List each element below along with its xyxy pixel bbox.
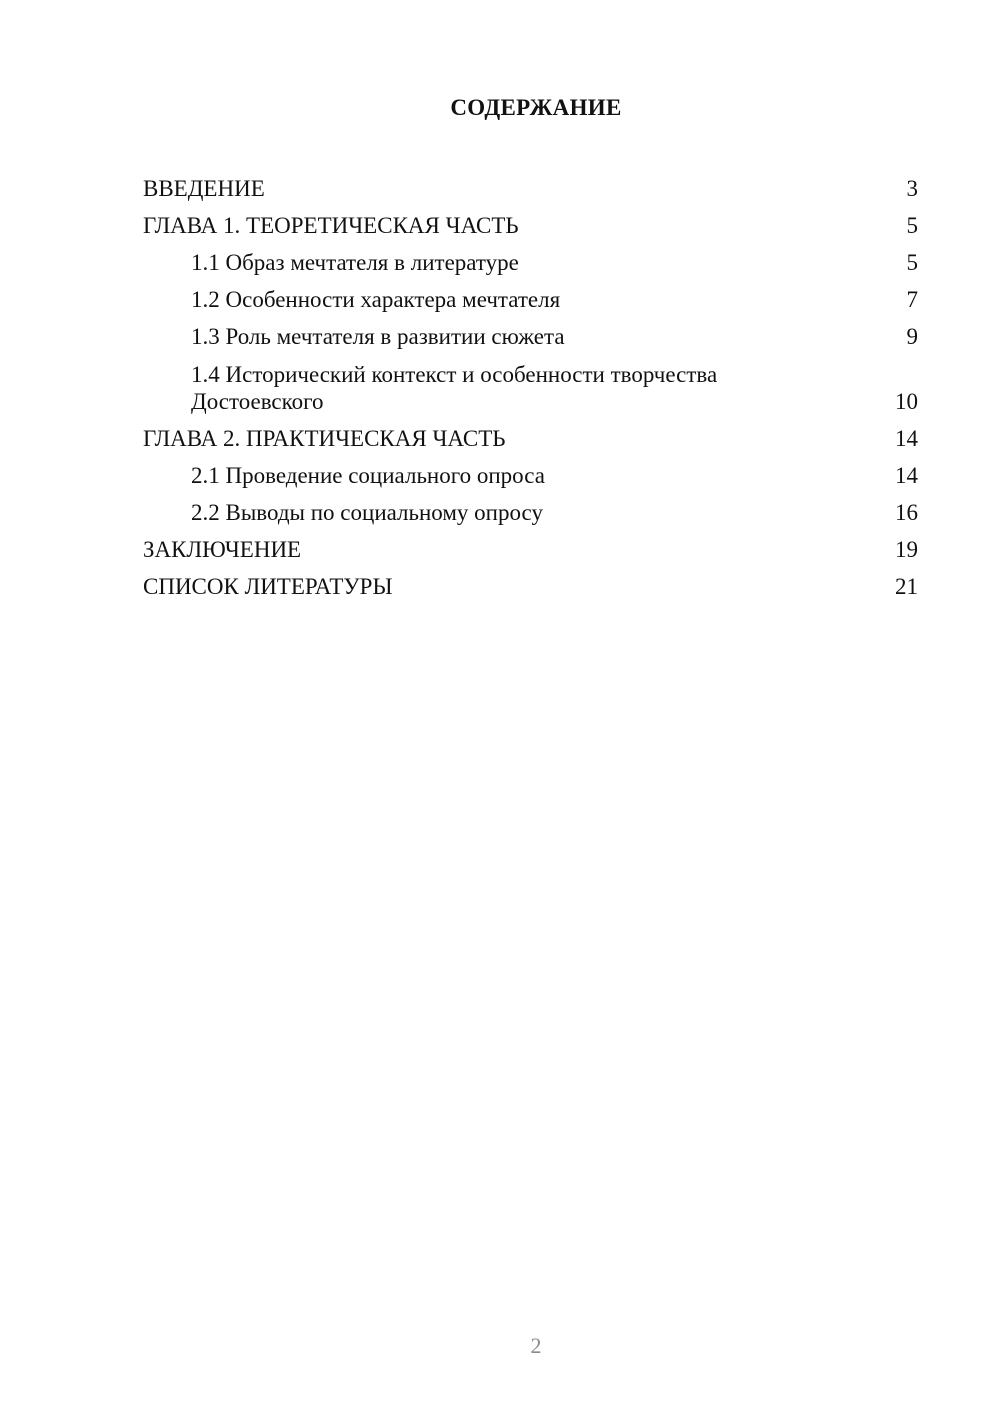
toc-entry-section-1-4[interactable] bbox=[143, 355, 918, 420]
toc-entry-page: 7 bbox=[906, 287, 918, 312]
toc-entry-section-2-1[interactable] bbox=[143, 457, 918, 494]
toc-entry-page: 19 bbox=[895, 537, 918, 562]
toc-entry-section-2-2[interactable] bbox=[143, 494, 918, 531]
toc-entry-chapter-2[interactable] bbox=[143, 420, 918, 457]
toc-entry-label: ЗАКЛЮЧЕНИЕ bbox=[143, 537, 302, 562]
toc-entry-label: 1.1 Образ мечтателя в литературе bbox=[191, 250, 519, 275]
toc-entry-label: 1.3 Роль мечтателя в развитии сюжета bbox=[191, 324, 565, 349]
toc-entry-label: СПИСОК ЛИТЕРАТУРЫ bbox=[143, 574, 393, 599]
toc-entry-section-1-2[interactable] bbox=[143, 281, 918, 318]
toc-entry-label: 2.2 Выводы по социальному опросу bbox=[191, 500, 543, 525]
toc-entry-section-1-3[interactable] bbox=[143, 318, 918, 355]
toc-entry-label: 2.1 Проведение социального опроса bbox=[191, 463, 545, 488]
toc-entry-page: 14 bbox=[895, 426, 918, 451]
toc-entry-label: ГЛАВА 2. ПРАКТИЧЕСКАЯ ЧАСТЬ bbox=[143, 426, 506, 451]
toc-entry-chapter-1[interactable] bbox=[143, 207, 918, 244]
toc-entry-page: 21 bbox=[895, 574, 918, 599]
toc-entry-introduction[interactable] bbox=[143, 170, 918, 207]
page-title: СОДЕРЖАНИЕ bbox=[450, 95, 622, 120]
toc-entry-label: 1.2 Особенности характера мечтателя bbox=[191, 287, 561, 312]
toc-entry-label: ГЛАВА 1. ТЕОРЕТИЧЕСКАЯ ЧАСТЬ bbox=[143, 213, 519, 238]
page-number: 2 bbox=[530, 1333, 542, 1358]
table-of-contents bbox=[143, 170, 918, 605]
toc-entry-page: 9 bbox=[906, 324, 918, 349]
toc-entry-page: 10 bbox=[895, 389, 918, 414]
toc-entry-section-1-1[interactable] bbox=[143, 244, 918, 281]
toc-entry-label: ВВЕДЕНИЕ bbox=[143, 176, 265, 201]
toc-entry-page: 16 bbox=[895, 500, 918, 525]
toc-entry-page: 5 bbox=[906, 250, 918, 275]
toc-entry-conclusion[interactable] bbox=[143, 531, 918, 568]
toc-entry-page: 3 bbox=[906, 176, 918, 201]
toc-entry-label: 1.4 Исторический контекст и особенности творчества Достоевского bbox=[191, 362, 718, 414]
toc-entry-page: 14 bbox=[895, 463, 918, 488]
toc-entry-bibliography[interactable] bbox=[143, 568, 918, 605]
toc-entry-page: 5 bbox=[906, 213, 918, 238]
